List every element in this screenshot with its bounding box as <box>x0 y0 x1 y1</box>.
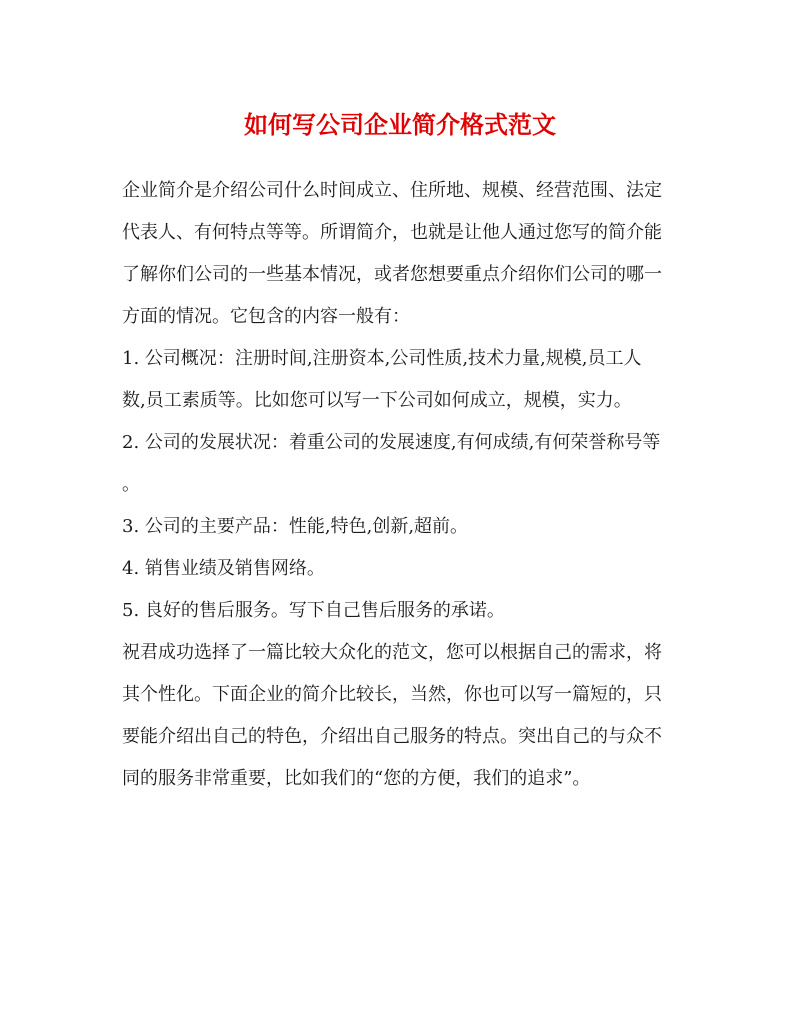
list-item-4: 4. 销售业绩及销售网络。 <box>122 558 325 579</box>
body-line: 方面的情况。它包含的内容一般有： <box>122 306 410 327</box>
list-item-1-line: 数,员工素质等。比如您可以写一下公司如何成立，规模，实力。 <box>122 390 632 411</box>
document-body <box>122 170 678 800</box>
list-item-1-line: 1. 公司概况：注册时间,注册资本,公司性质,技术力量,规模,员工人 <box>122 348 642 369</box>
body-line: 企业简介是介绍公司什么时间成立、住所地、规模、经营范围、法定 <box>122 180 662 201</box>
body-line: 祝君成功选择了一篇比较大众化的范文，您可以根据自己的需求，将 <box>122 642 662 663</box>
body-line: 了解你们公司的一些基本情况，或者您想要重点介绍你们公司的哪一 <box>122 264 662 285</box>
body-line: 要能介绍出自己的特色，介绍出自己服务的特点。突出自己的与众不 <box>122 726 662 747</box>
document-title: 如何写公司企业简介格式范文 <box>244 110 556 139</box>
body-line: 代表人、有何特点等等。所谓简介，也就是让他人通过您写的简介能 <box>122 222 662 243</box>
list-item-3: 3. 公司的主要产品：性能,特色,创新,超前。 <box>122 516 469 537</box>
body-line: 其个性化。下面企业的简介比较长，当然，你也可以写一篇短的，只 <box>122 684 662 705</box>
list-item-2-line: 。 <box>122 474 140 495</box>
list-item-2-line: 2. 公司的发展状况：着重公司的发展速度,有何成绩,有何荣誉称号等 <box>122 432 661 453</box>
body-line: 同的服务非常重要，比如我们的“您的方便，我们的追求”。 <box>122 768 591 789</box>
list-item-5: 5. 良好的售后服务。写下自己售后服务的承诺。 <box>122 600 505 621</box>
